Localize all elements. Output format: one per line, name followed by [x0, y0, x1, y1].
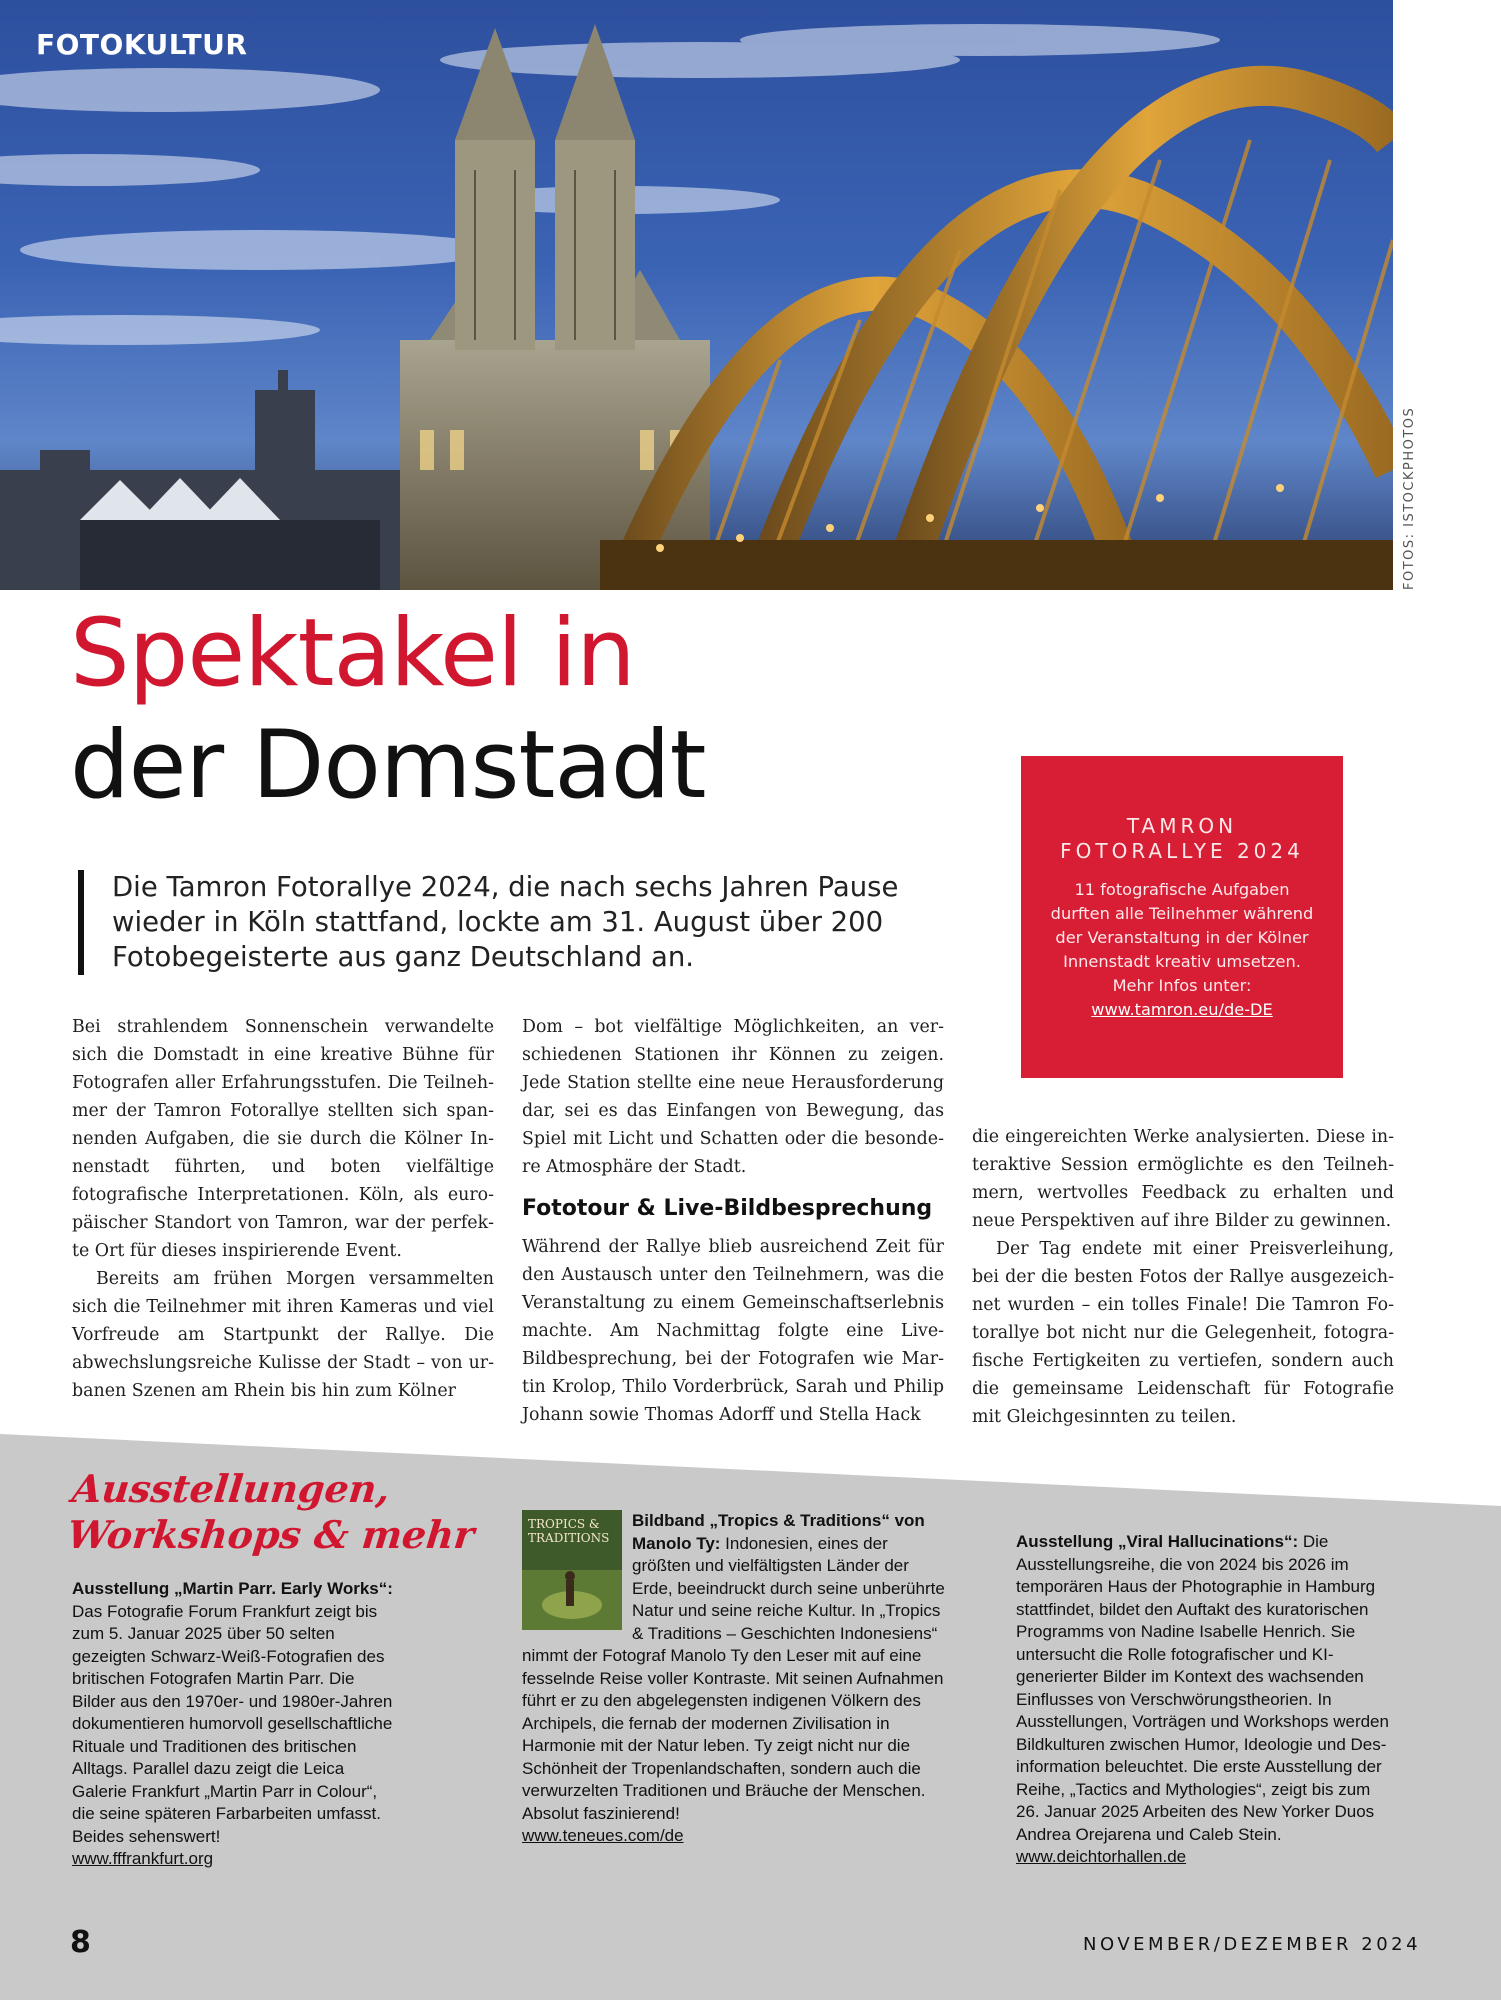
page-number: 8	[70, 1925, 91, 1960]
headline-line-2: der Domstadt	[70, 711, 706, 820]
paragraph: Während der Rallye blieb ausreichend Zeit für den Austausch unter den Teilnehmern, was die Veranstaltung zu einem Gemeinschaftserlebnis machte. Am Nachmittag folgte eine Live-Bildbesprechung, bei der Fotografen wie Martin Krolop, Thilo Vorderbrück, Sarah und Philip Johann sowie Thomas Adorff und Stella Hack	[522, 1237, 944, 1425]
event-text: Das Fotografie Forum Frankfurt zeigt bis zum 5. Januar 2025 über 50 selten gezeigten Schwarz-Weiß-Fotografien des britischen Fotografen Martin Parr. Die Bilder aus den 1970er- und 1980er-Jahren dokumentieren humorvoll gesellschaftliche Rituale und Traditionen des britischen Alltags. Parallel dazu zeigt die Leica Galerie Frankfurt „Martin Parr in Colour“, die seine späteren Farbarbeiten umfasst. Beides sehenswert!	[72, 1601, 393, 1846]
event-item-parr	[72, 1578, 402, 1871]
paragraph: Der Tag endete mit einer Preisverleihung, bei der die besten Fotos der Rallye ausgezeichnet wurden – ein tolles Finale! Die Tamron Fotorallye bot nicht nur die Gelegenheit, fotografische Fertigkeiten zu vertiefen, sondern auch die gemeinsame Leidenschaft für Fotografie mit Gleichgesinnten zu teilen.	[972, 1239, 1394, 1427]
event-link[interactable]: www.teneues.com/de	[522, 1826, 684, 1845]
event-text: Die Ausstellungsreihe, die von 2024 bis 2026 im temporären Haus der Photographie in Hamburg stattfindet, bildet den Auftakt des kuratorischen Programms von Nadine Isabelle Henrich. Sie untersucht die Rolle fotografischer und KI-generierter Bilder im Kontext des wachsenden Einflusses von Verschwörungstheorien. In Ausstellungen, Vorträgen und Workshops werden Bildkulturen zwischen Humor, Ideologie und Desinformation beleuchtet. Die erste Ausstellung der Reihe, „Tactics and Mythologies“, zeigt bis zum 26. Januar 2025 Arbeiten des New Yorker Duos Andrea Orejarena und Caleb Stein.	[1016, 1532, 1389, 1844]
hero-photo	[0, 0, 1393, 590]
tamron-info-box	[1021, 756, 1343, 1078]
article-subheading: Fototour & Live-Bildbesprechung	[522, 1196, 933, 1221]
book-cover-title-2: TRADITIONS	[528, 1531, 610, 1545]
event-title: Ausstellung „Viral Hallucinations“:	[1016, 1532, 1299, 1551]
event-item-tropics	[522, 1510, 950, 1848]
article-column-2	[522, 1013, 944, 1429]
info-box-title-line-1: TAMRON	[1126, 814, 1238, 838]
info-box-title-line-2: FOTORALLYE 2024	[1060, 839, 1304, 863]
events-title	[65, 1466, 481, 1558]
info-box-body: 11 fotografische Aufgaben durften alle Teilnehmer während der Veranstaltung in der Kölner Innenstadt kreativ umsetzen. Mehr Infos unter:	[1050, 880, 1314, 995]
issue-date: NOVEMBER/DEZEMBER 2024	[1083, 1934, 1422, 1955]
paragraph: Bei strahlendem Sonnenschein verwandelte sich die Domstadt in eine kreative Bühne für Fotografen aller Erfahrungsstufen. Die Teilnehmer der Tamron Fotorallye stellten sich spannenden Aufgaben, die sie durch die Kölner Innenstadt führten, und boten vielfältige fotografische Interpretationen. Köln, als europäischer Standort von Tamron, war der perfekte Ort für dieses inspirierende Event.	[72, 1017, 494, 1261]
article-column-3	[972, 1123, 1394, 1431]
book-cover-image	[522, 1510, 622, 1630]
paragraph: Dom – bot vielfältige Möglichkeiten, an verschiedenen Stationen ihr Können zu zeigen. Jede Station stellte eine neue Herausforderung dar, sei es das Einfangen von Bewegung, das Spiel mit Licht und Schatten oder die besondere Atmosphäre der Stadt.	[522, 1017, 944, 1177]
event-link[interactable]: www.fffrankfurt.org	[72, 1849, 214, 1868]
event-title: Bildband „Tropics & Traditions“ von Manolo Ty:	[632, 1511, 925, 1553]
event-text: Indonesien, eines der größten und vielfältigsten Länder der Erde, beeindruckt durch seine unberührte Natur und seine reiche Kultur. In „Tropics & Traditions – Geschichten Indonesiens“ nimmt der Fotograf Manolo Ty den Leser mit auf eine fesselnde Reise voller Kontraste. Mit seinen Aufnahmen führt er zu den abgelegensten indigenen Völkern des Archipels, die fernab der modernen Zivilisation in Harmonie mit der Natur leben. Ty zeigt nicht nur die Schönheit der Tropenlandschaften, sondern auch die verwurzelten Traditionen und Bräuche der Menschen. Absolut faszinierend!	[522, 1533, 945, 1823]
article-lead: Die Tamron Fotorallye 2024, die nach sechs Jahren Pause wieder in Köln stattfand, lockte am 31. August über 200 Fotobegeisterte aus ganz Deutschland an.	[78, 870, 992, 975]
events-title-line-2: Workshops & mehr	[65, 1512, 477, 1557]
event-title: Ausstellung „Martin Parr. Early Works“:	[72, 1579, 393, 1598]
paragraph: die eingereichten Werke analysierten. Diese interaktive Session ermöglichte es den Teilnehmern, wertvolles Feedback zu erhalten und neue Perspektiven auf ihre Bilder zu gewinnen.	[972, 1127, 1394, 1231]
event-item-viral	[1016, 1531, 1396, 1869]
event-link[interactable]: www.deichtorhallen.de	[1016, 1847, 1187, 1866]
info-box-text	[1043, 878, 1321, 1022]
info-box-link[interactable]: www.tamron.eu/de-DE	[1091, 1000, 1273, 1019]
paragraph: Bereits am frühen Morgen versammelten sich die Teilnehmer mit ihren Kameras und viel Vorfreude am Startpunkt der Rallye. Die abwechslungsreiche Kulisse der Stadt – von urbanen Szenen am Rhein bis hin zum Kölner	[72, 1269, 494, 1401]
article-column-1	[72, 1013, 494, 1405]
article-headline	[70, 598, 705, 822]
section-label: FOTOKULTUR	[36, 28, 248, 61]
headline-line-1: Spektakel in	[70, 599, 635, 708]
book-cover-title-1: TROPICS &	[528, 1517, 600, 1531]
cologne-cathedral-bridge-image	[0, 0, 1393, 590]
photo-credit: FOTOS: ISTOCKPHOTOS	[1402, 406, 1417, 590]
events-title-line-1: Ausstellungen,	[70, 1466, 393, 1511]
